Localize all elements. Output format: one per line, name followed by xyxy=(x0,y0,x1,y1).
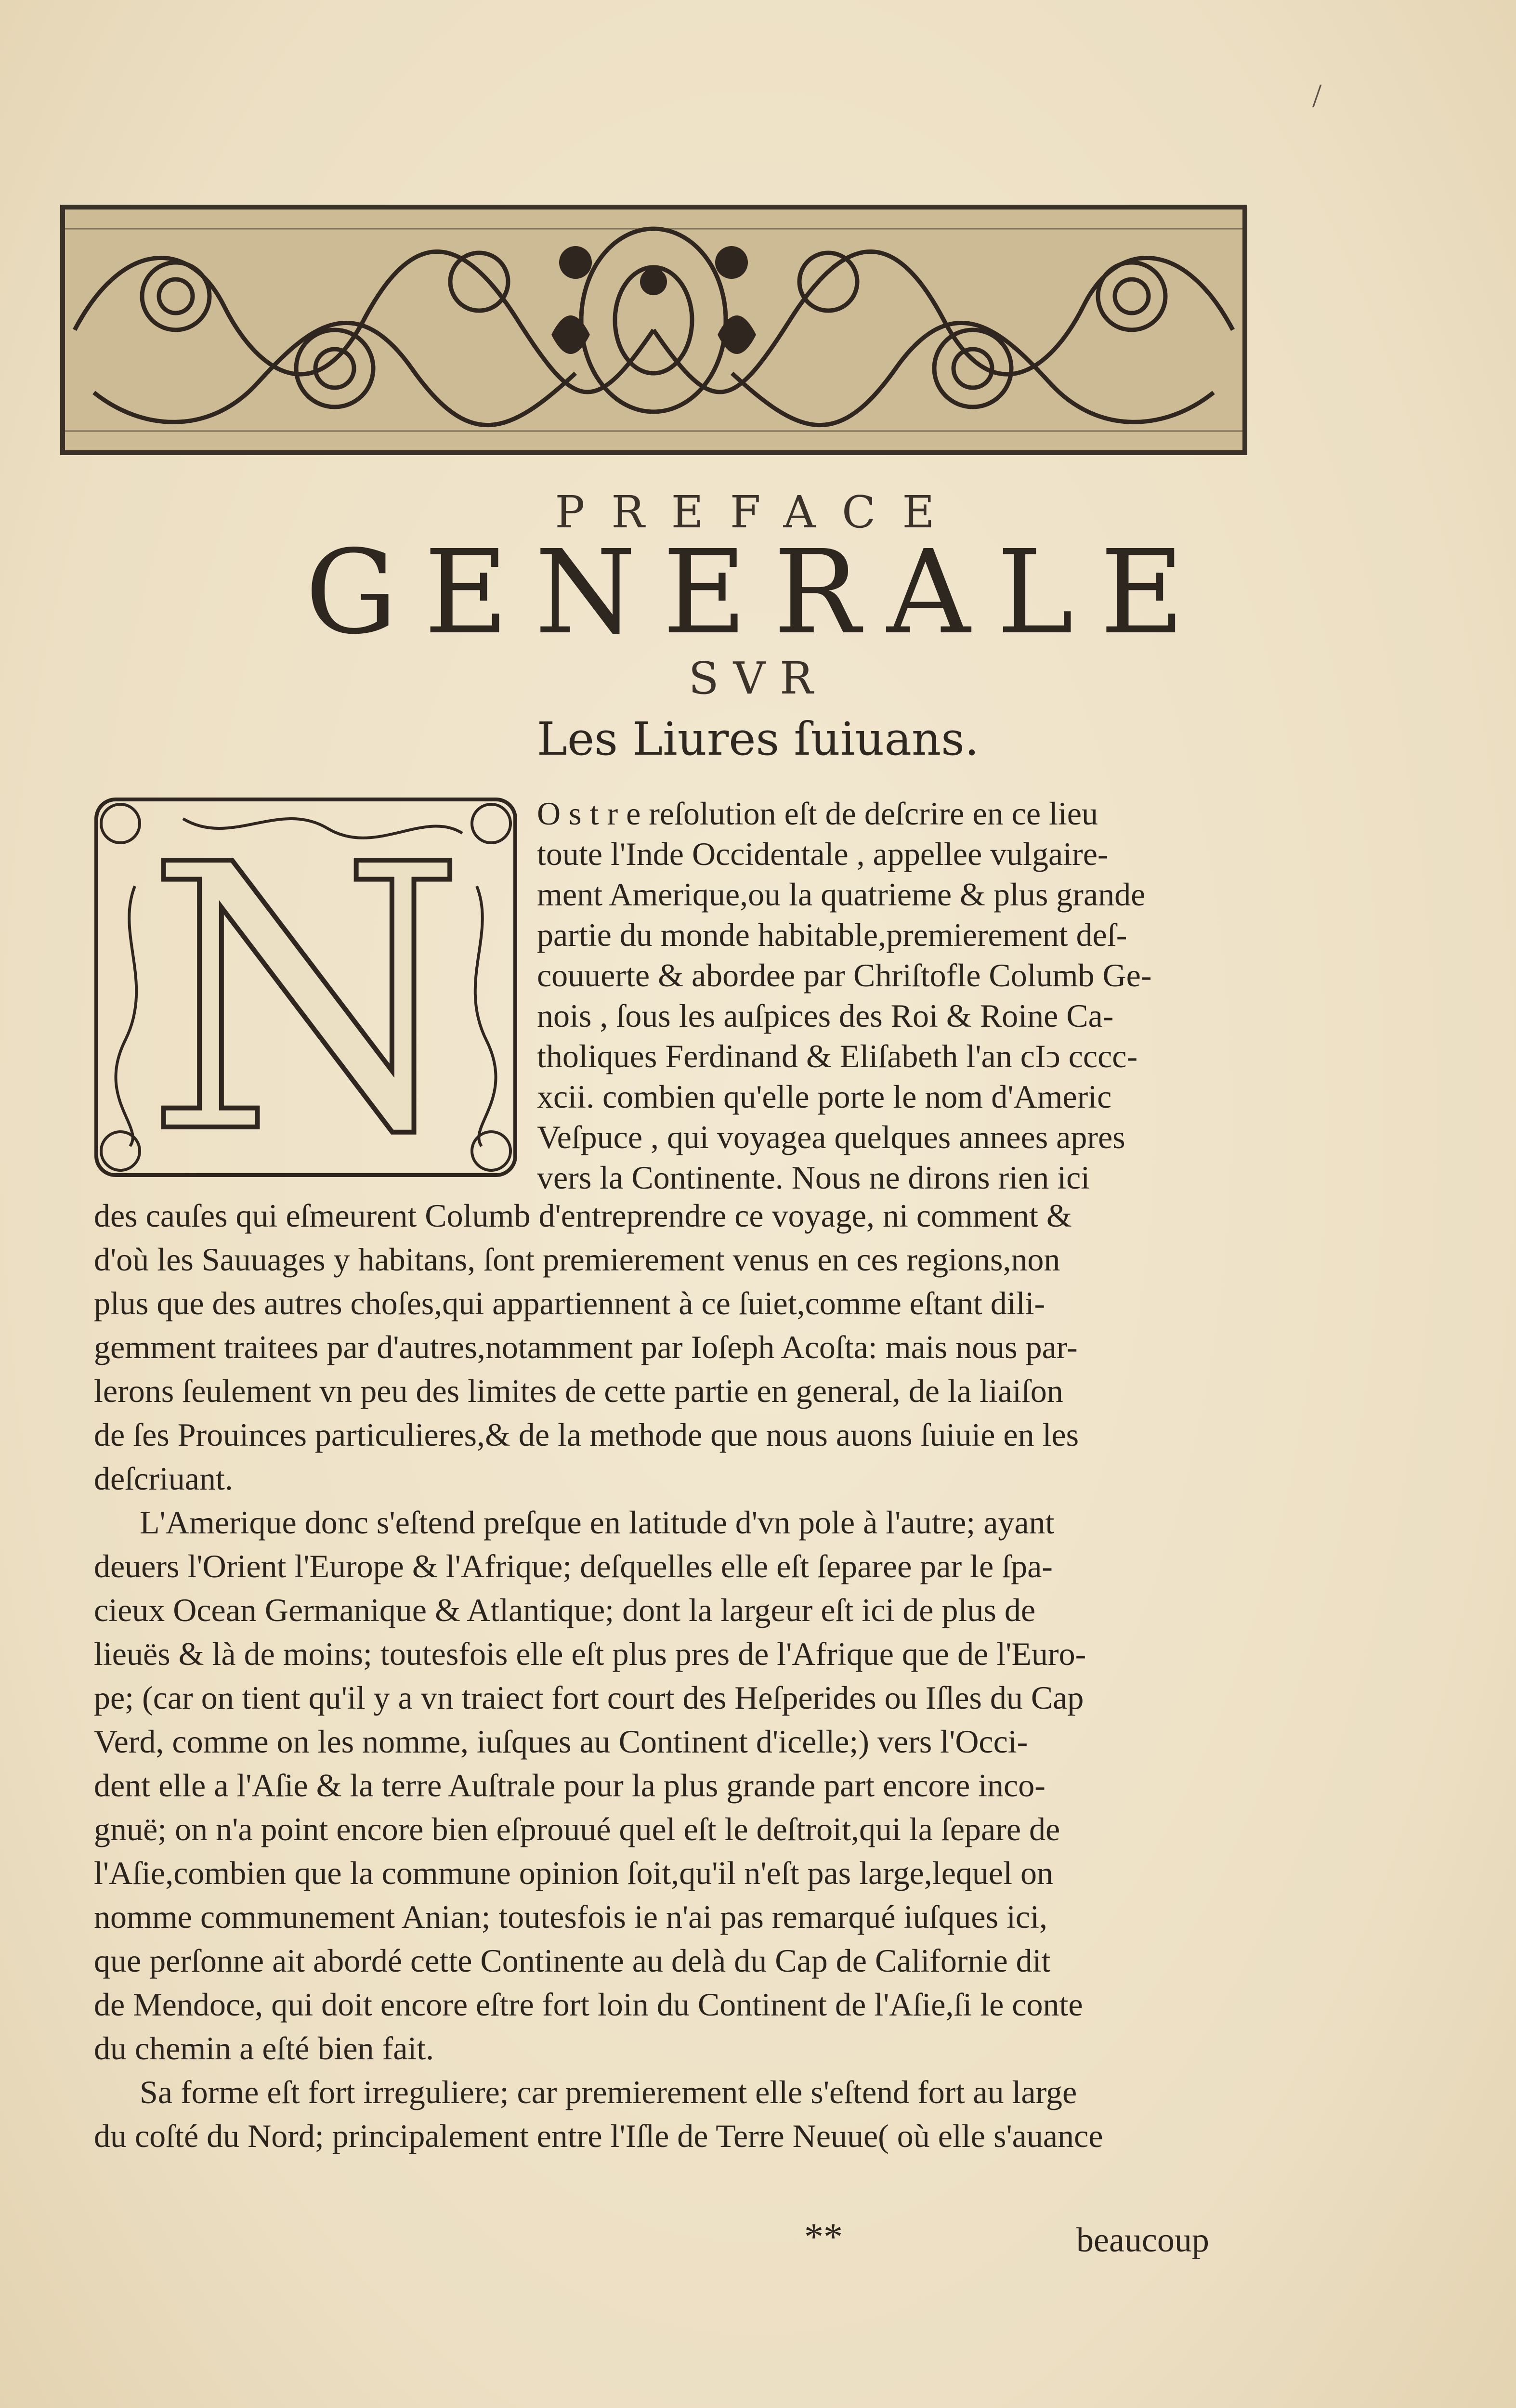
text-line: d'où les Sauuages y habitans, ſont premierement venus en ces regions,non xyxy=(94,1241,1060,1278)
text-line: toute l'Inde Occidentale , appellee vulgaire- xyxy=(537,836,1109,872)
headpiece-ornament-drawing xyxy=(65,209,1242,450)
text-line: partie du monde habitable,premierement deſ- xyxy=(537,916,1127,953)
text-line: xcii. combien qu'elle porte le nom d'Americ xyxy=(537,1078,1112,1115)
svr-heading: SVR xyxy=(688,653,828,704)
text-line: lerons ſeulement vn peu des limites de cette partie en general, de la liaiſon xyxy=(94,1373,1063,1409)
text-line: plus que des autres choſes,qui appartiennent à ce ſuiet,comme eſtant dili- xyxy=(94,1285,1046,1322)
text-line: de Mendoce, qui doit encore eſtre fort loin du Continent de l'Aſie,ſi le conte xyxy=(94,1986,1083,2023)
text-line: l'Aſie,combien que la commune opinion ſoit,qu'il n'eſt pas large,lequel on xyxy=(94,1855,1053,1891)
text-line: du chemin a eſté bien fait. xyxy=(94,2030,434,2067)
text-line: cieux Ocean Germanique & Atlantique; dont la largeur eſt ici de plus de xyxy=(94,1592,1035,1628)
text-line: gnuë; on n'a point encore bien eſprouué quel eſt le deſtroit,qui la ſepare de xyxy=(94,1811,1060,1847)
text-line: ment Amerique,ou la quatrieme & plus grande xyxy=(537,876,1146,913)
text-line: que perſonne ait abordé cette Continente au delà du Cap de Californie dit xyxy=(94,1942,1051,1979)
text-line: gemment traitees par d'autres,notamment par Ioſeph Acoſta: mais nous par- xyxy=(94,1329,1078,1365)
text-line: nois , ſous les auſpices des Roi & Roine Ca- xyxy=(537,997,1114,1034)
text-line: des cauſes qui eſmeurent Columb d'entreprendre ce voyage, ni comment & xyxy=(94,1197,1072,1234)
text-line: pe; (car on tient qu'il y a vn traiect fort court des Heſperides ou Iſles du Cap xyxy=(94,1679,1084,1716)
text-line: O s t r e reſolution eſt de deſcrire en ce lieu xyxy=(537,795,1098,832)
text-line: deuers l'Orient l'Europe & l'Afrique; deſquelles elle eſt ſeparee par le ſpa- xyxy=(94,1548,1053,1584)
text-line: tholiques Ferdinand & Eliſabeth l'an cIↄ cccc- xyxy=(537,1038,1138,1074)
text-line: Sa forme eſt fort irreguliere; car premierement elle s'eſtend fort au large xyxy=(140,2074,1077,2110)
text-line: de ſes Prouinces particulieres,& de la methode que nous auons ſuiuie en les xyxy=(94,1416,1079,1453)
decorated-initial-n xyxy=(87,790,525,1185)
initial-letter-glyph: N xyxy=(145,790,466,1185)
subtitle-heading: Les Liures ſuiuans. xyxy=(536,713,980,766)
text-line: vers la Continente. Nous ne dirons rien ici xyxy=(537,1159,1090,1196)
text-line: lieuës & là de moins; toutesfois elle eſt plus pres de l'Afrique que de l'Euro- xyxy=(94,1636,1086,1672)
catchword: beaucoup xyxy=(1076,2221,1209,2259)
text-line: Veſpuce , qui voyagea quelques annees apres xyxy=(537,1119,1125,1155)
text-line: du coſté du Nord; principalement entre l'Iſle de Terre Neuue( où elle s'auance xyxy=(94,2118,1103,2154)
text-line: Verd, comme on les nomme, iuſques au Continent d'icelle;) vers l'Occi- xyxy=(94,1723,1028,1760)
text-line: nomme communement Anian; toutesfois ie n'ai pas remarqué iuſques ici, xyxy=(94,1898,1048,1935)
preface-heading: PREFACE xyxy=(555,486,961,538)
ornamental-headpiece-banner xyxy=(60,205,1247,455)
stray-pen-mark: / xyxy=(1312,78,1322,115)
generale-heading: GENERALE xyxy=(305,525,1211,660)
text-line: dent elle a l'Aſie & la terre Auſtrale pour la plus grande part encore inco- xyxy=(94,1767,1046,1804)
text-line: L'Amerique donc s'eſtend preſque en latitude d'vn pole à l'autre; ayant xyxy=(140,1504,1055,1541)
text-line: deſcriuant. xyxy=(94,1460,233,1497)
text-line: couuerte & abordee par Chriſtofle Columb Ge- xyxy=(537,957,1152,994)
signature-mark: ** xyxy=(804,2216,843,2258)
